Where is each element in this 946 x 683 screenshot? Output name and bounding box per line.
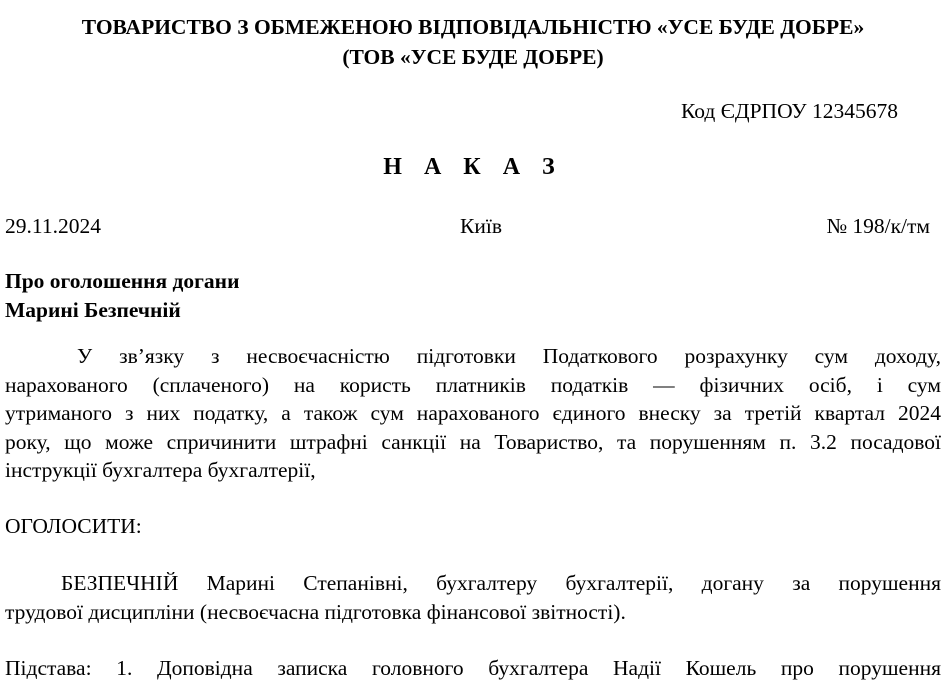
edrpou-code: Код ЄДРПОУ 12345678 bbox=[681, 99, 898, 123]
company-full-name: ТОВАРИСТВО З ОБМЕЖЕНОЮ ВІДПОВІДАЛЬНІСТЮ «УСЕ БУДЕ ДОБРЕ» bbox=[81, 15, 865, 39]
preamble-line: утриманого з них податку, а також сум нарахованого єдиного внеску за третій квартал 2024 bbox=[5, 401, 941, 425]
preamble-line: інструкції бухгалтера бухгалтерії, bbox=[5, 458, 316, 482]
announce-heading: ОГОЛОСИТИ: bbox=[5, 514, 142, 538]
basis-paragraph bbox=[5, 654, 941, 683]
reprimand-line: БЕЗПЕЧНІЙ Марині Степанівні, бухгалтеру бухгалтерії, догану за порушення bbox=[61, 571, 941, 595]
order-city: Київ bbox=[460, 214, 502, 238]
preamble-line: нарахованого (сплаченого) на користь платників податків — фізичних осіб, і сум bbox=[5, 372, 941, 397]
order-date: 29.11.2024 bbox=[5, 214, 101, 238]
company-short-name: (ТОВ «УСЕ БУДЕ ДОБРЕ) bbox=[342, 45, 604, 69]
preamble-paragraph bbox=[5, 342, 941, 485]
reprimand-paragraph bbox=[5, 569, 941, 626]
preamble-line: року, що може спричинити штрафні санкції на Товариство, та порушенням п. 3.2 посадової bbox=[5, 429, 941, 454]
order-title: Н А К А З bbox=[383, 154, 563, 180]
order-number: № 198/к/тм bbox=[826, 214, 930, 238]
subject-line-2: Марині Безпечній bbox=[5, 298, 181, 322]
reprimand-line: трудової дисципліни (несвоєчасна підготовка фінансової звітності). bbox=[5, 599, 626, 624]
preamble-line: У зв’язку з несвоєчасністю підготовки Податкового розрахунку сум доходу, bbox=[77, 344, 941, 368]
subject-line-1: Про оголошення догани bbox=[5, 269, 240, 293]
basis-line: Підстава: 1. Доповідна записка головного бухгалтера Надії Кошель про порушення bbox=[5, 656, 941, 680]
